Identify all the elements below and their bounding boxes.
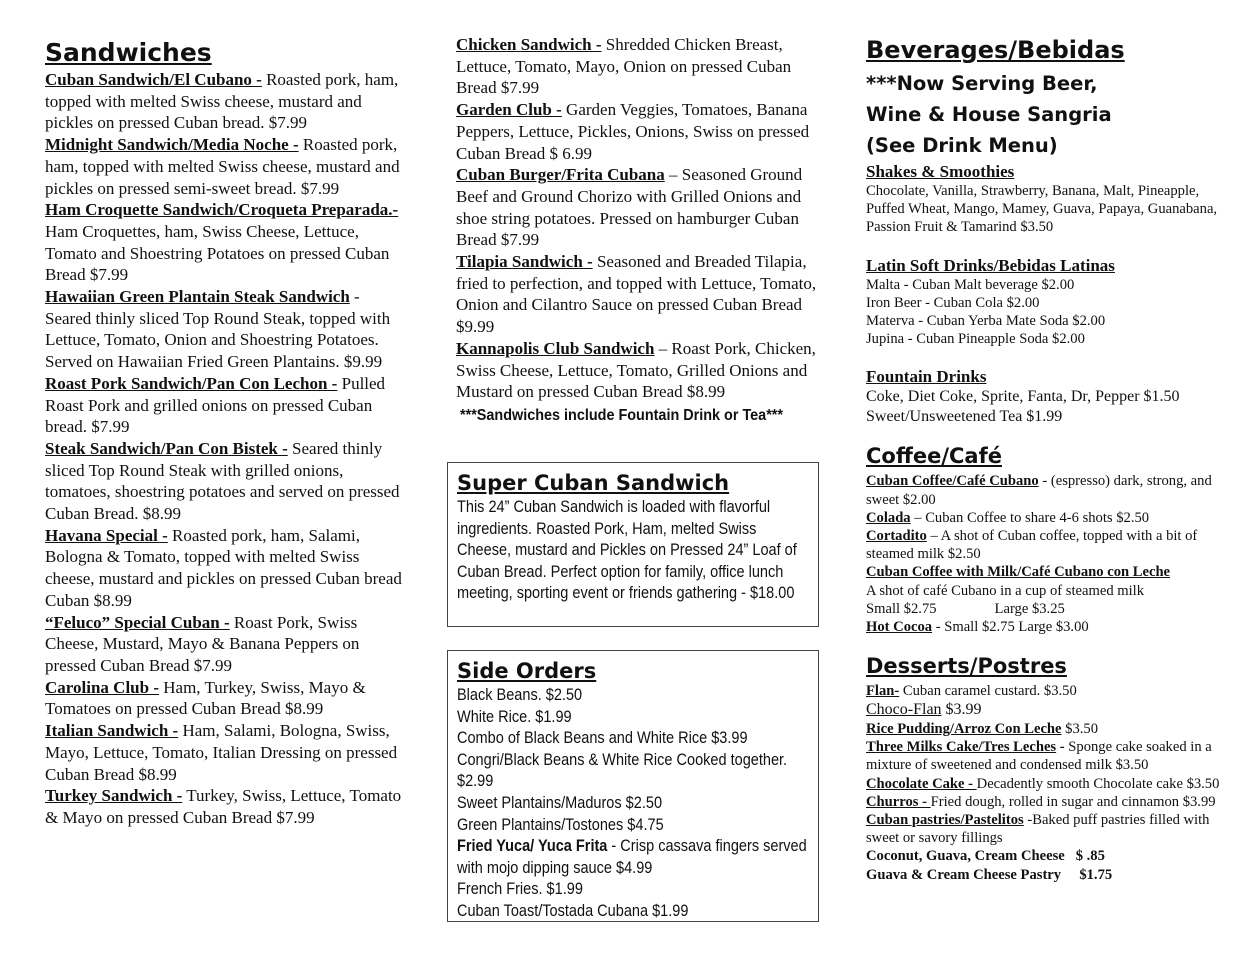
fountain-drinks-title: Fountain Drinks — [866, 367, 987, 387]
leche-prices — [866, 600, 1221, 618]
menu-item — [45, 69, 405, 134]
side-item: French Fries. $1.99 — [457, 880, 583, 899]
chocoflan-name: Choco-Flan — [866, 701, 942, 719]
tres-desc: Sponge cake soaked in a mixture of sweetened and condensed milk $3.50 — [866, 739, 1212, 774]
menu-item — [45, 677, 405, 720]
cubano-name: Cuban Coffee/Café Cubano — [866, 473, 1039, 490]
drinks-desserts-column — [866, 36, 1221, 884]
menu-item-name: “Feluco” Special Cuban - — [45, 612, 230, 632]
menu-item — [45, 286, 405, 373]
side-item: Combo of Black Beans and White Rice $3.99 — [457, 729, 748, 748]
menu-item-desc: Roasted pork, ham, topped with melted Swiss cheese, mustard and pickles on pressed Cuban bread. $7.99 — [45, 70, 399, 133]
more-sandwiches-column — [456, 34, 821, 425]
menu-item-name: Hawaiian Green Plantain Steak Sandwich — [45, 287, 350, 307]
menu-item — [45, 785, 405, 828]
coffee-item — [866, 509, 1221, 527]
menu-item-name: Cuban Sandwich/El Cubano - — [45, 70, 262, 89]
menu-item-desc: Roast Pork, Swiss Cheese, Mustard, Mayo & Banana Peppers on pressed Cuban Bread $7.99 — [45, 612, 360, 675]
menu-item — [456, 164, 821, 251]
menu-item-desc: Ham, Turkey, Swiss, Mayo & Tomatoes on pressed Cuban Bread $8.99 — [45, 677, 366, 719]
choc-desc: Decadently smooth Chocolate cake $3.50 — [976, 775, 1220, 792]
churros-name: Churros - — [866, 793, 931, 810]
pastries-desc: -Baked puff pastries filled with sweet or savory fillings — [866, 811, 1210, 847]
side-item: Black Beans. $2.50 — [457, 686, 583, 704]
promo-line: ***Now Serving Beer, — [866, 72, 1098, 95]
dessert-item — [866, 700, 1221, 720]
chocoflan-desc: $3.99 — [941, 701, 982, 719]
menu-item-name: Chicken Sandwich - — [456, 35, 602, 54]
super-cuban-box — [447, 462, 819, 627]
dessert-item — [866, 775, 1221, 793]
menu-item-desc: Ham Croquettes, ham, Swiss Cheese, Lettuce, Tomato and Shoestring Potatoes on pressed Cuban Bread $7.99 — [45, 221, 390, 285]
menu-item — [456, 34, 821, 99]
dessert-item — [866, 793, 1221, 811]
tres-dash: - — [1056, 739, 1065, 756]
menu-item — [45, 438, 405, 525]
side-orders-box — [447, 650, 819, 922]
promo-line: (See Drink Menu) — [866, 134, 1058, 157]
menu-item — [456, 99, 821, 164]
menu-item — [45, 134, 405, 199]
fountain-drink-item: Coke, Diet Coke, Sprite, Fanta, Dr, Pepper $1.50 — [866, 388, 1180, 406]
menu-item-name: Kannapolis Club Sandwich — [456, 338, 655, 358]
beverages-title: Beverages/Bebidas — [866, 36, 1125, 64]
colada-name: Colada — [866, 509, 911, 526]
latin-drinks-title: Latin Soft Drinks/Bebidas Latinas — [866, 255, 1115, 275]
yuca-name: Fried Yuca/ Yuca Frita — [457, 837, 608, 856]
menu-item-name: Midnight Sandwich/Media Noche - — [45, 135, 299, 155]
latin-drink-item: Materva - Cuban Yerba Mate Soda $2.00 — [866, 313, 1106, 330]
fountain-drink-item: Sweet/Unsweetened Tea $1.99 — [866, 407, 1063, 425]
latin-drink-item: Jupina - Cuban Pineapple Soda $2.00 — [866, 331, 1085, 348]
side-item: Sweet Plantains/Maduros $2.50 — [457, 793, 663, 812]
menu-item-name: Ham Croquette Sandwich/Croqueta Preparada.- — [45, 200, 399, 220]
coffee-item — [866, 618, 1221, 636]
leche-desc: A shot of café Cubano in a cup of steamed milk — [866, 582, 1145, 599]
coffee-item — [866, 527, 1221, 563]
sandwiches-title: Sandwiches — [45, 38, 212, 67]
choc-name: Chocolate Cake - — [866, 775, 977, 792]
menu-item-name: Italian Sandwich - — [45, 721, 179, 741]
coffee-item — [866, 563, 1221, 581]
latin-drink-item: Malta - Cuban Malt beverage $2.00 — [866, 276, 1075, 293]
menu-item — [456, 338, 821, 403]
menu-item-desc: Pulled Roast Pork and grilled onions on pressed Cuban bread. $7.99 — [45, 373, 386, 437]
promo-line: Wine & House Sangria — [866, 103, 1112, 126]
menu-item-desc: Turkey, Swiss, Lettuce, Tomato & Mayo on pressed Cuban Bread $7.99 — [45, 786, 402, 827]
super-cuban-text: This 24” Cuban Sandwich is loaded with flavorful ingredients. Roasted Pork, Ham, melted Swiss Cheese, mustard and Pickles on Pressed 24” Loaf of Cuban Bread. Perfect option for family, office lunch meeting, sporting event or friends gathering - $18.00 — [457, 498, 797, 603]
menu-item-name: Cuban Burger/Frita Cubana — [456, 165, 665, 185]
menu-item-name: Carolina Club - — [45, 677, 159, 697]
menu-item-desc: Shredded Chicken Breast, Lettuce, Tomato, Mayo, Onion on pressed Cuban Bread $7.99 — [456, 35, 792, 98]
menu-item — [45, 199, 405, 286]
cocoa-name: Hot Cocoa — [866, 619, 933, 636]
side-item: White Rice. $1.99 — [457, 707, 572, 726]
colada-desc: – Cuban Coffee to share 4-6 shots $2.50 — [910, 509, 1150, 526]
churros-desc: Fried dough, rolled in sugar and cinnamon $3.99 — [930, 793, 1216, 810]
menu-item-desc: Roasted pork, ham, Salami, Bologna & Tomato, topped with melted Swiss cheese, mustard and pickles on pressed Cuban bread Cuban $8.99 — [45, 525, 402, 610]
coffee-item — [866, 472, 1221, 508]
menu-item-name: Steak Sandwich/Pan Con Bistek - — [45, 438, 288, 458]
flan-desc: Cuban caramel custard. $3.50 — [899, 683, 1077, 700]
yuca-desc: - Crisp cassava fingers served with mojo dipping sauce $4.99 — [457, 837, 807, 877]
menu-item-desc: Garden Veggies, Tomatoes, Banana Peppers, Lettuce, Pickles, Onions, Swiss on pressed Cuban Bread $ 6.99 — [456, 100, 810, 163]
cortadito-name: Cortadito — [866, 528, 927, 545]
side-item: Cuban Toast/Tostada Cubana $1.99 — [457, 901, 689, 920]
menu-item-name: Havana Special - — [45, 525, 168, 545]
menu-item-desc: – Roast Pork, Chicken, Swiss Cheese, Lettuce, Tomato, Grilled Onions and Mustard on pressed Cuban Bread $8.99 — [456, 338, 816, 402]
latin-drink-item: Iron Beer - Cuban Cola $2.00 — [866, 294, 1040, 311]
pastry-price: Coconut, Guava, Cream Cheese $ .85 — [866, 848, 1105, 865]
more-sandwich-list — [456, 34, 821, 403]
side-orders-title: Side Orders — [457, 659, 597, 683]
desserts-title: Desserts/Postres — [866, 654, 1067, 679]
menu-item-name: Turkey Sandwich - — [45, 786, 183, 806]
menu-item — [45, 373, 405, 438]
menu-item — [45, 720, 405, 785]
leche-large: Large $3.25 — [994, 600, 1065, 617]
dessert-item — [866, 811, 1221, 847]
dessert-item — [866, 720, 1221, 738]
fountain-drink-note: ***Sandwiches include Fountain Drink or Tea*** — [460, 406, 784, 424]
menu-item-desc: – Seasoned Ground Beef and Ground Chorizo with Grilled Onions and shoe string potatoes. Pressed on hamburger Cuban Bread $7.99 — [456, 165, 803, 250]
menu-item — [45, 525, 405, 612]
shakes-title: Shakes & Smoothies — [866, 162, 1015, 181]
leche-name: Cuban Coffee with Milk/Café Cubano con Leche — [866, 564, 1171, 581]
cocoa-desc: - Small $2.75 Large $3.00 — [932, 619, 1089, 636]
rice-name: Rice Pudding/Arroz Con Leche — [866, 720, 1062, 737]
menu-item-desc: Seared thinly sliced Top Round Steak with grilled onions, tomatoes, shoestring potatoes and served on pressed Cuban Bread. $8.99 — [45, 438, 400, 524]
menu-item — [45, 612, 405, 677]
menu-item-desc: Seasoned and Breaded Tilapia, fried to perfection, and topped with Lettuce, Tomato, Onion and Cilantro Sauce on pressed Cuban Bread $9.99 — [456, 252, 817, 337]
dessert-item — [866, 682, 1221, 700]
leche-small: Small $2.75 — [866, 600, 937, 617]
menu-item-name: Garden Club - — [456, 100, 562, 120]
super-cuban-title: Super Cuban Sandwich — [457, 471, 730, 495]
menu-item — [456, 251, 821, 338]
menu-item-name: Roast Pork Sandwich/Pan Con Lechon - — [45, 373, 338, 393]
rice-desc: $3.50 — [1061, 720, 1099, 737]
dessert-item — [866, 738, 1221, 774]
cubano-desc: - (espresso) dark, strong, and sweet $2.00 — [866, 473, 1212, 508]
sandwiches-column — [45, 38, 405, 829]
menu-item-name: Tilapia Sandwich - — [456, 252, 593, 272]
pastry-price: Guava & Cream Cheese Pastry $1.75 — [866, 866, 1113, 883]
sandwich-list — [45, 69, 405, 829]
flan-name: Flan- — [866, 683, 900, 700]
side-item: Congri/Black Beans & White Rice Cooked together. $2.99 — [457, 750, 788, 791]
pastries-name: Cuban pastries/Pastelitos — [866, 811, 1024, 828]
side-item-yuca — [457, 836, 807, 879]
side-item: Green Plantains/Tostones $4.75 — [457, 815, 664, 834]
cortadito-desc: – A shot of Cuban coffee, topped with a bit of steamed milk $2.50 — [866, 528, 1198, 563]
menu-item-desc: Roasted pork, ham, topped with melted Swiss cheese, mustard and pickles on pressed semi-sweet bread. $7.99 — [45, 135, 400, 198]
menu-item-desc: - Seared thinly sliced Top Round Steak, topped with Lettuce, Tomato, Onion and Shoestring Potatoes. Served on Hawaiian Fried Green Plantains. $9.99 — [45, 287, 391, 372]
shakes-text: Chocolate, Vanilla, Strawberry, Banana, Malt, Pineapple, Puffed Wheat, Mango, Mamey, Guava, Papaya, Guanabana, Passion Fruit & Tamarind $3.50 — [866, 183, 1218, 236]
coffee-title: Coffee/Café — [866, 444, 1002, 469]
tres-name: Three Milks Cake/Tres Leches — [866, 739, 1057, 756]
menu-item-desc: Ham, Salami, Bologna, Swiss, Mayo, Lettuce, Tomato, Italian Dressing on pressed Cuban Bread $8.99 — [45, 721, 398, 784]
